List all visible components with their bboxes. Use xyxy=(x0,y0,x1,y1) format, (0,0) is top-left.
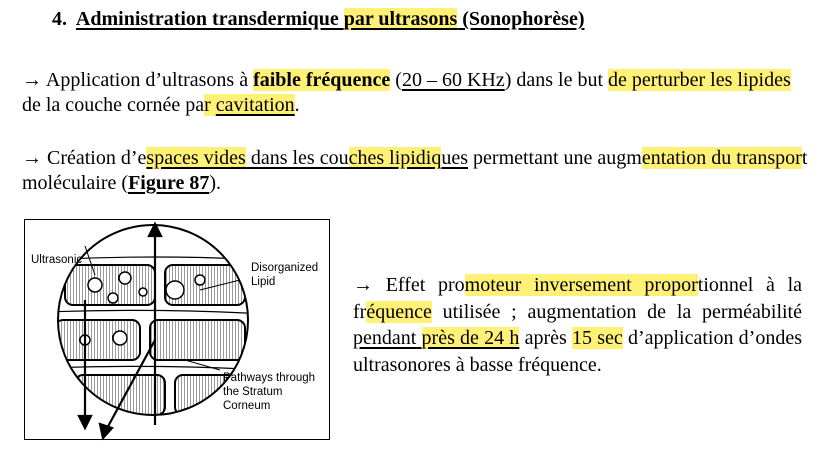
p3-text-e: utilisée ; augmentation de la perméabilité xyxy=(431,300,802,323)
p3-text-g xyxy=(416,327,421,349)
heading-title-highlight: par ultrasons xyxy=(343,8,458,30)
p3-text-k: d’application d’ondes ultrasonores à basse fréquence. xyxy=(353,327,802,376)
arrow-icon: → xyxy=(353,274,373,296)
p2-figure-ref: Figure 87 xyxy=(128,172,210,194)
p2-augmentation-transport: entation du transpor xyxy=(641,147,802,169)
section-heading xyxy=(52,6,584,32)
p3-text-a: Effet pro xyxy=(373,274,465,296)
arrow-icon: → xyxy=(22,69,42,91)
p2-text-c: dans les cou xyxy=(245,147,349,169)
paragraph-application xyxy=(22,68,812,118)
p1-text-g: de la couche cornée pa xyxy=(22,94,205,116)
paragraph-effet-promoteur xyxy=(353,272,802,378)
heading-title-part3: (Sonophorèse) xyxy=(457,8,585,30)
label-ultrasonic: Ultrasonic xyxy=(31,254,83,266)
p1-faible-frequence: faible fréquence xyxy=(253,69,391,91)
p2-text-e: ues xyxy=(441,147,469,169)
p3-pendant: pendant xyxy=(353,327,417,349)
p1-perturber-lipides: de perturber les lipides xyxy=(608,69,791,91)
p2-espaces-vides: spaces vides xyxy=(146,147,246,169)
p2-text-h: t moléculaire ( xyxy=(22,147,808,194)
p3-text-i: après xyxy=(519,327,572,349)
p1-cavitation: cavitation xyxy=(215,94,295,116)
p3-duration: près de 24 h xyxy=(421,327,520,349)
p2-text-f: permettant une augm xyxy=(468,147,642,169)
p1-text-j: . xyxy=(294,94,300,116)
paragraph-creation xyxy=(22,146,812,196)
p1-text-h: r xyxy=(204,94,216,116)
heading-number: 4. xyxy=(52,8,67,30)
p2-couches-lipidiques: ches lipidiq xyxy=(348,147,442,169)
figure-sonophoresis-diagram xyxy=(24,219,330,440)
arrow-icon: → xyxy=(22,147,42,169)
p1-text-a: Application d’ultrasons à xyxy=(42,69,254,91)
p1-frequency-range: 20 – 60 KHz xyxy=(401,69,505,91)
p3-time: 15 sec xyxy=(571,327,623,349)
p1-text-e: ) dans le but xyxy=(504,69,609,91)
p3-frequence: équence xyxy=(366,300,432,323)
heading-title-part1: Administration transdermique xyxy=(75,8,344,30)
label-disorganized-lipid: Disorganized Lipid xyxy=(251,262,319,288)
p1-text-c: ( xyxy=(390,69,402,91)
label-pathways: Pathways through the Stratum Corneum xyxy=(223,372,316,412)
p2-text-a: Création d’e xyxy=(42,147,147,169)
p2-text-j: ). xyxy=(209,172,222,194)
p3-text-c: tionnel à la fr xyxy=(353,274,803,323)
p3-promoteur-inversement: moteur inversement propor xyxy=(464,274,698,296)
